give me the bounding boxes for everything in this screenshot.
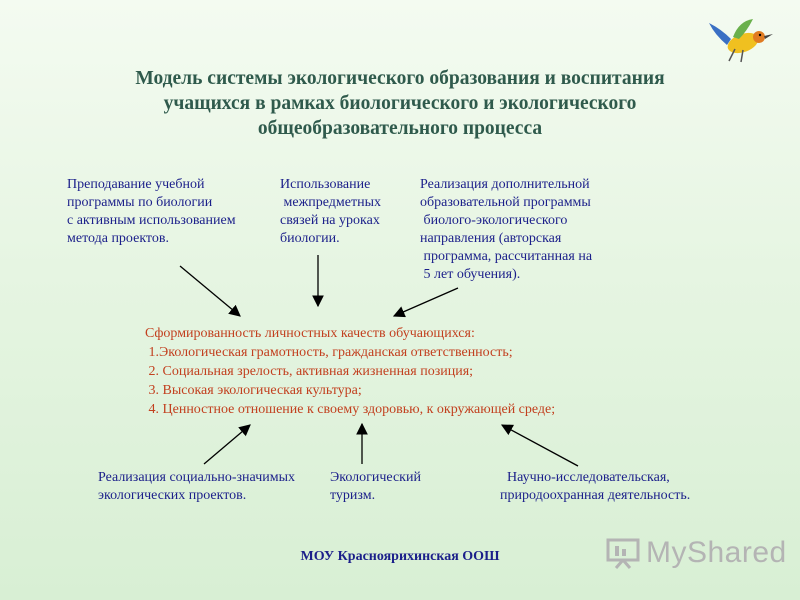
watermark-text: MyShared — [646, 536, 787, 569]
block-line: биологии. — [280, 231, 340, 246]
center-line: 1.Экологическая грамотность, гражданская ответственность; — [145, 345, 513, 360]
arrow-from-teaching — [180, 266, 240, 316]
block-line: экологических проектов. — [98, 488, 247, 503]
title-line: учащихся в рамках биологического и экологического — [163, 93, 637, 114]
block-line: Использование — [280, 177, 371, 192]
block-line: Преподавание учебной — [67, 177, 205, 192]
block-line: 5 лет обучения). — [420, 267, 521, 282]
center-line: 3. Высокая экологическая культура; — [145, 383, 362, 398]
watermark-logo — [606, 536, 787, 570]
block-line: Научно-исследовательская, — [507, 470, 670, 485]
block-line: программа, рассчитанная на — [420, 249, 593, 264]
block-line: Реализация социально-значимых — [98, 470, 296, 485]
block-line: туризм. — [330, 488, 376, 503]
school-footer: МОУ Красноярихинская ООШ — [300, 549, 500, 564]
block-line: Экологический — [330, 470, 421, 485]
arrow-from-research — [502, 425, 578, 466]
block-line: Реализация дополнительной — [420, 177, 590, 192]
block-line: природоохранная деятельность. — [500, 488, 691, 503]
title-line: общеобразовательного процесса — [257, 118, 543, 139]
arrow-from-additional-program — [394, 288, 458, 316]
block-line: программы по биологии — [67, 195, 213, 210]
presentation-board-icon — [606, 537, 640, 569]
center-line: 4. Ценностное отношение к своему здоровью, к окружающей среде; — [145, 402, 556, 417]
center-line: Сформированность личностных качеств обучающихся: — [145, 326, 475, 341]
block-line: образовательной программы — [420, 195, 591, 210]
block-line: метода проектов. — [67, 231, 169, 246]
arrow-from-social-projects — [204, 425, 250, 464]
block-line: с активным использованием — [67, 213, 236, 228]
block-line: межпредметных — [280, 195, 381, 210]
block-line: направления (авторская — [420, 231, 562, 246]
title-line: Модель системы экологического образования и воспитания — [135, 68, 665, 89]
block-line: связей на уроках — [280, 213, 380, 228]
center-line: 2. Социальная зрелость, активная жизненная позиция; — [145, 364, 474, 379]
block-line: биолого-экологического — [420, 213, 568, 228]
